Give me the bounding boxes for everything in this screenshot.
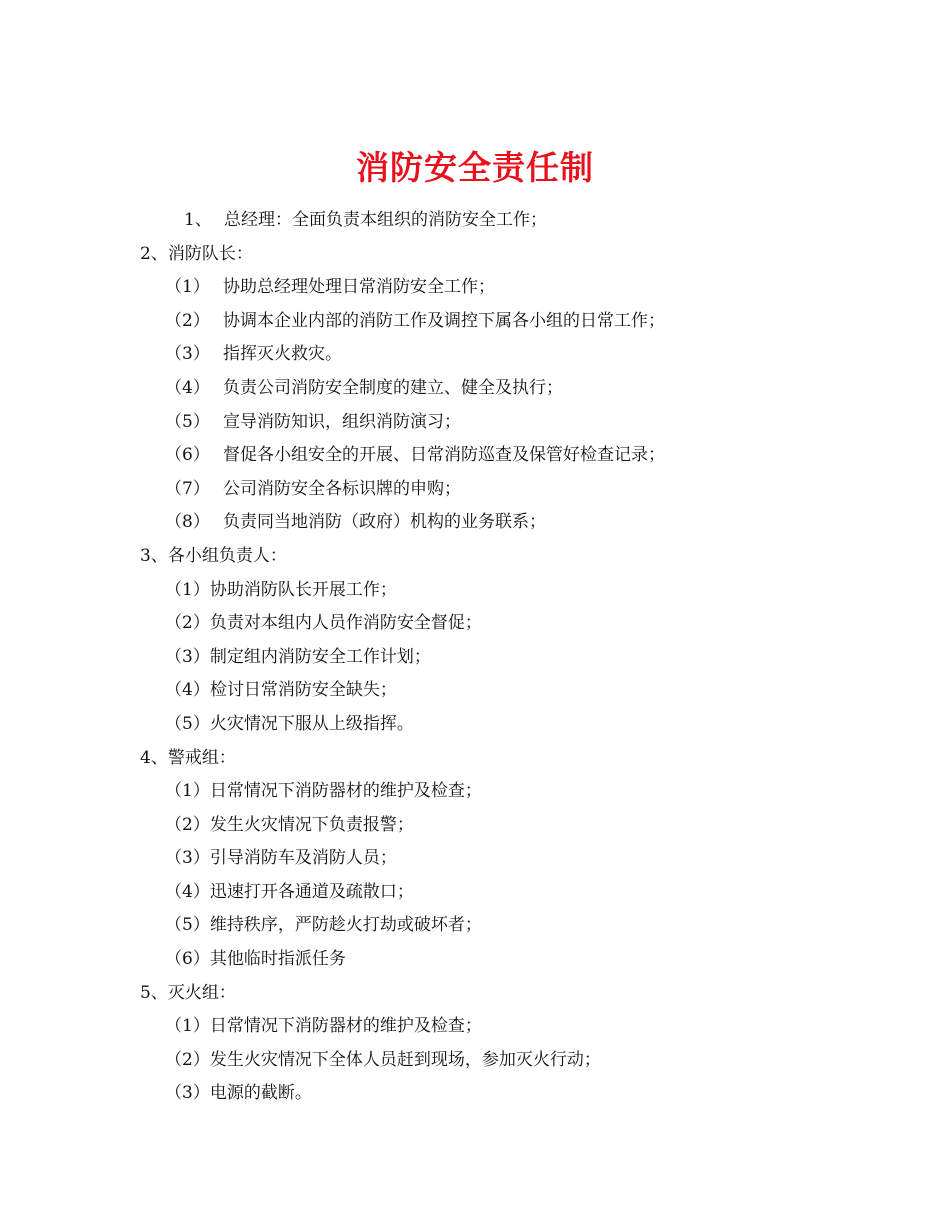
document-body [0, 204, 950, 1111]
list-item [0, 473, 950, 507]
item-number: （3） [165, 344, 210, 365]
item-text: （3）电源的截断。 [165, 1083, 312, 1104]
list-item [0, 607, 950, 641]
list-item [0, 775, 950, 809]
section-heading [0, 540, 950, 574]
item-number: （1） [165, 277, 210, 298]
item-text: 督促各小组安全的开展、日常消防巡查及保管好检查记录； [223, 445, 665, 466]
item-number: （5） [165, 411, 210, 432]
list-item [0, 842, 950, 876]
item-number: （8） [165, 512, 210, 533]
list-item [0, 338, 950, 372]
item-text: （2）发生火灾情况下负责报警； [165, 814, 414, 835]
list-item [0, 809, 950, 843]
item-text: 4、警戒组： [140, 747, 236, 768]
list-item [0, 641, 950, 675]
item-text: （5）火灾情况下服从上级指挥。 [165, 713, 414, 734]
list-item [0, 1010, 950, 1044]
item-text: （4）检讨日常消防安全缺失； [165, 680, 397, 701]
list-item [0, 506, 950, 540]
list-item [0, 305, 950, 339]
page-title: 消防安全责任制 [356, 148, 594, 188]
list-item [0, 909, 950, 943]
list-item [0, 943, 950, 977]
item-text: （5）维持秩序，严防趁火打劫或破坏者； [165, 915, 482, 936]
item-text: （1）日常情况下消防器材的维护及检查； [165, 1016, 482, 1037]
item-number: （2） [165, 310, 210, 331]
list-item [0, 1044, 950, 1078]
item-number: （6） [165, 445, 210, 466]
list-item [0, 439, 950, 473]
item-text: （2）发生火灾情况下全体人员赶到现场，参加灭火行动； [165, 1049, 601, 1070]
item-text: 协调本企业内部的消防工作及调控下属各小组的日常工作； [223, 310, 665, 331]
item-text: 负责公司消防安全制度的建立、健全及执行； [223, 377, 563, 398]
item-text: （2）负责对本组内人员作消防安全督促； [165, 613, 482, 634]
list-item [0, 876, 950, 910]
section-heading [0, 238, 950, 272]
item-text: 3、各小组负责人： [140, 545, 287, 566]
list-item [0, 271, 950, 305]
item-text: （1）协助消防队长开展工作； [165, 579, 397, 600]
item-text: 总经理：全面负责本组织的消防安全工作； [224, 210, 547, 230]
item-text: 指挥灭火救灾。 [223, 344, 342, 365]
item-number: （4） [165, 377, 210, 398]
item-number: （7） [165, 478, 210, 499]
item-text: 5、灭火组： [140, 982, 236, 1003]
list-item [0, 406, 950, 440]
item-text: （3）引导消防车及消防人员； [165, 848, 397, 869]
item-text: 负责同当地消防（政府）机构的业务联系； [223, 512, 546, 533]
item-number: 1、 [184, 210, 212, 230]
section-heading [0, 977, 950, 1011]
item-text: （4）迅速打开各通道及疏散口； [165, 881, 414, 902]
list-item [0, 204, 950, 238]
list-item [0, 708, 950, 742]
item-text: 宣导消防知识，组织消防演习； [223, 411, 461, 432]
item-text: （3）制定组内消防安全工作计划； [165, 646, 431, 667]
list-item [0, 674, 950, 708]
section-heading [0, 742, 950, 776]
list-item [0, 1077, 950, 1111]
item-text: （1）日常情况下消防器材的维护及检查； [165, 781, 482, 802]
item-text: （6）其他临时指派任务 [165, 949, 346, 970]
list-item [0, 574, 950, 608]
item-text: 协助总经理处理日常消防安全工作； [223, 277, 495, 298]
list-item [0, 372, 950, 406]
item-text: 公司消防安全各标识牌的申购； [223, 478, 461, 499]
item-text: 2、消防队长： [140, 243, 253, 264]
